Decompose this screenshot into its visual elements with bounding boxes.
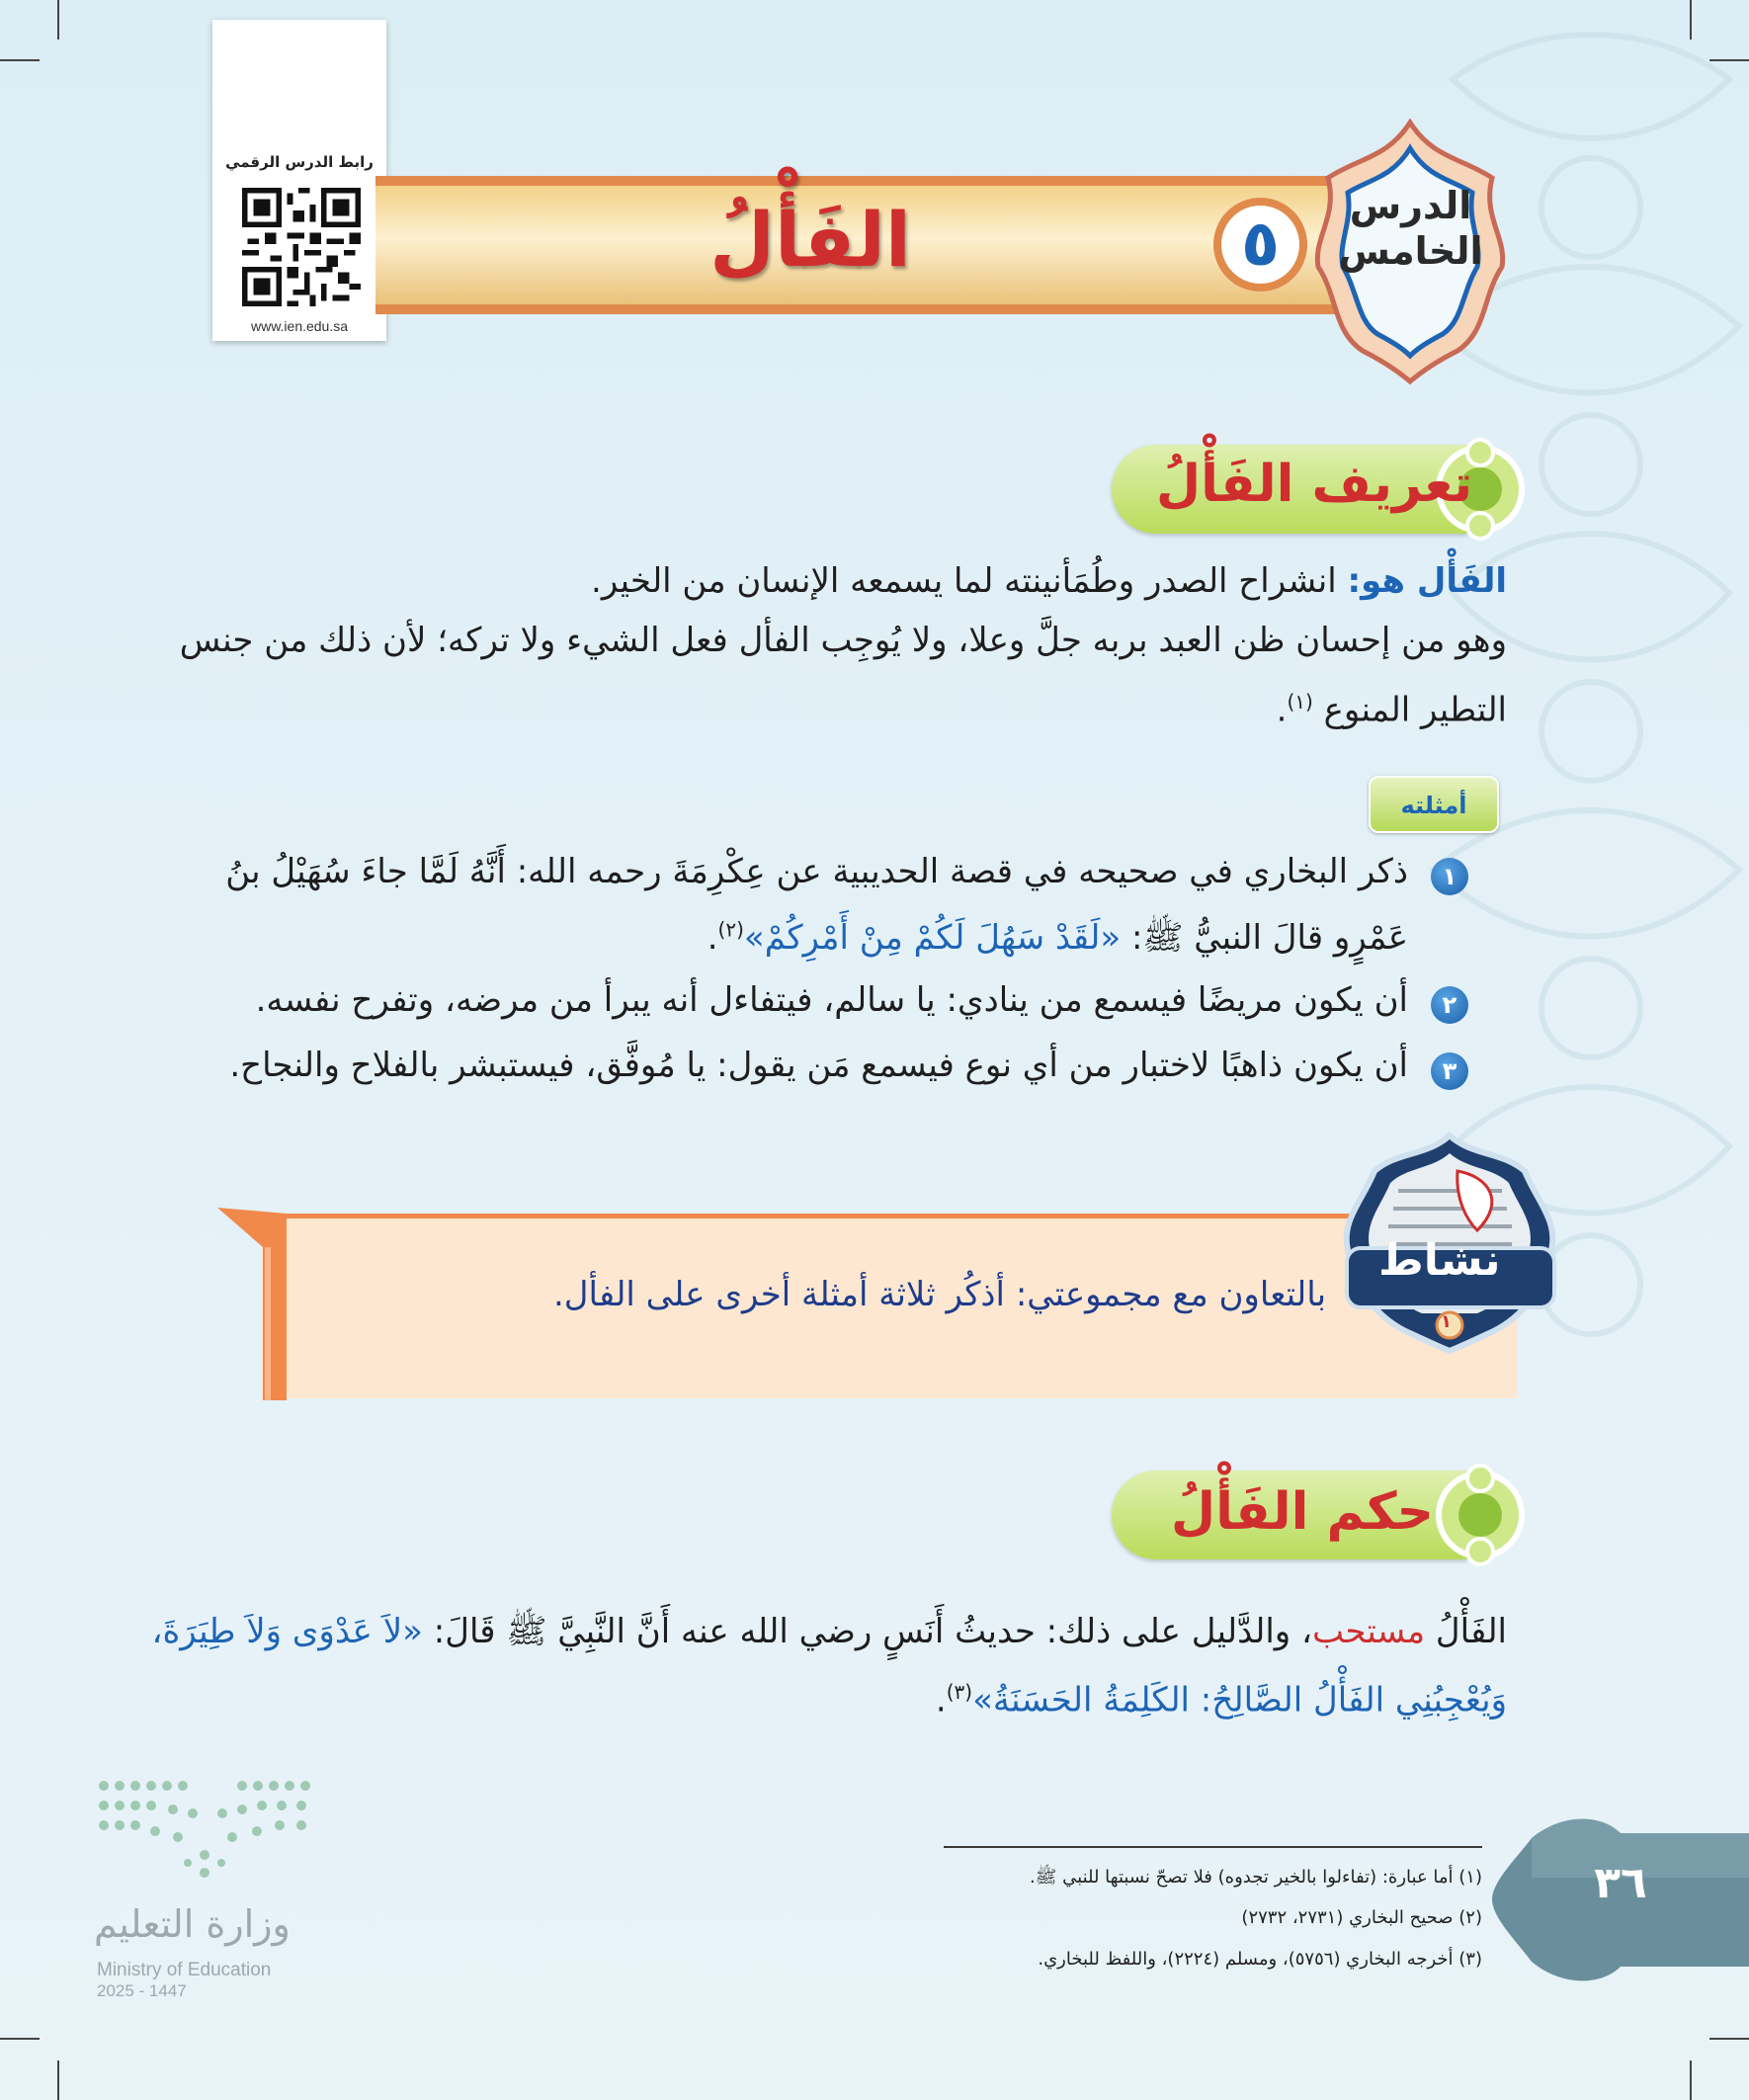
definition-line-2: وهو من إحسان ظن العبد بربه جلَّ وعلا، ولا يُوجِب الفأل فعل الشيء ولا تركه؛ لأن ذلك من جنس — [179, 621, 1507, 660]
example-2-number: ٢ — [1431, 986, 1468, 1024]
ministry-name-en: Ministry of Education — [97, 1960, 272, 1980]
crop-mark — [1709, 2038, 1749, 2040]
activity-text: بالتعاون مع مجموعتي: أذكُر ثلاثة أمثلة أخرى على الفأل. — [553, 1275, 1327, 1314]
example-1-end: . — [707, 918, 718, 958]
footnote-2: (٢) صحيح البخاري (٢٧٣١، ٢٧٣٢) — [1241, 1907, 1482, 1928]
example-1-line-2 — [708, 917, 1408, 966]
ruling-heading: حكم الفَأْلُ — [1171, 1482, 1435, 1542]
example-1-line-1: ذكر البخاري في صحيحه في قصة الحديبية عن عِكْرِمَةَ رحمه الله: أَنَّهُ لَمَّا جاءَ سُهَيْلُ بنُ — [225, 852, 1408, 891]
ruling-line-2 — [936, 1680, 1507, 1720]
qr-code-icon[interactable] — [242, 188, 361, 306]
example-1-text-2: عَمْرٍو قالَ النبيُّ ﷺ: — [1121, 918, 1408, 958]
definition-text-1: انشراح الصدر وطُمَأنينته لما يسمعه الإنسان من الخير. — [591, 561, 1348, 601]
ruling-end: . — [935, 1680, 947, 1721]
lesson-number: ٥ — [1213, 198, 1307, 292]
ministry-year: 2025 - 1447 — [97, 1981, 187, 2000]
qr-label: رابط الدرس الرقمي — [225, 153, 374, 171]
qr-card[interactable] — [212, 20, 386, 341]
definition-heading: تعريف الفَأْلُ — [1156, 455, 1473, 514]
definition-line-1 — [591, 561, 1507, 601]
ruling-hadith-2: وَيُعْجِبُنِي الفَأْلُ الصَّالِحُ: الكَلِمَةُ الحَسَنَةُ» — [972, 1680, 1507, 1721]
footnote-ref-2[interactable]: (٢) — [717, 917, 744, 942]
activity-badge-label: نشاط — [1378, 1235, 1501, 1286]
crop-mark — [57, 2060, 59, 2100]
ruling-mustahab: مستحب — [1311, 1612, 1426, 1651]
ruling-line-1 — [152, 1611, 1507, 1659]
definition-line-3 — [1277, 690, 1507, 729]
crop-mark — [0, 2038, 40, 2040]
crop-mark — [1690, 2060, 1692, 2100]
definition-end: . — [1276, 690, 1288, 730]
lesson-title: الفَأْلُ — [709, 196, 911, 284]
crop-mark — [1690, 0, 1692, 40]
crop-mark — [0, 59, 40, 61]
ministry-logo-icon — [94, 1774, 311, 1888]
definition-term: الفَأْل هو: — [1347, 561, 1507, 601]
footnote-divider — [944, 1846, 1482, 1848]
ruling-text-1c: ، والدَّليل على ذلك: حديثُ أَنَسٍ رضي الله عنه أَنَّ النَّبِيَّ ﷺ قَالَ: — [422, 1612, 1312, 1651]
example-1-number: ١ — [1431, 858, 1468, 895]
example-3-number: ٣ — [1431, 1052, 1468, 1090]
activity-flag-ornament — [217, 1208, 287, 1400]
footnote-ref-1[interactable]: (١) — [1287, 690, 1313, 714]
flower-ornament-icon — [1431, 1461, 1530, 1569]
definition-text-3: التطير المنوع — [1323, 690, 1507, 730]
ruling-text-1a: الفَأْلُ — [1425, 1612, 1507, 1651]
example-2-line-1: أن يكون مريضًا فيسمع من ينادي: يا سالم، فيتفاءل أنه يبرأ من مرضه، وتفرح نفسه. — [255, 980, 1408, 1020]
crop-mark — [1709, 59, 1749, 61]
example-3-line-1: أن يكون ذاهبًا لاختبار من أي نوع فيسمع مَن يقول: يا مُوفَّق، فيستبشر بالفلاح والنجاح. — [229, 1046, 1408, 1085]
examples-tag: أمثلته — [1369, 776, 1499, 833]
activity-badge-number: ١ — [1441, 1311, 1452, 1332]
ruling-hadith-1: «لاَ عَدْوَى وَلاَ طِيَرَةَ، — [151, 1612, 423, 1651]
footnote-ref-3[interactable]: (٣) — [946, 1680, 973, 1704]
qr-url[interactable]: www.ien.edu.sa — [250, 318, 349, 334]
example-1-quote: «لَقَدْ سَهُلَ لَكُمْ مِنْ أَمْرِكُمْ» — [743, 918, 1122, 958]
crop-mark — [57, 0, 59, 40]
page-number: ٣٦ — [1594, 1858, 1647, 1908]
footnote-3: (٣) أخرجه البخاري (٥٧٥٦)، ومسلم (٢٢٢٤)، واللفظ للبخاري. — [1038, 1949, 1482, 1970]
lesson-label: الدرس الخامس — [1338, 184, 1483, 273]
ministry-name-ar: وزارة التعليم — [94, 1902, 291, 1946]
footnote-1: (١) أما عبارة: (تفاءلوا بالخير تجدوه) فلا تصحّ نسبتها للنبي ﷺ. — [1029, 1867, 1482, 1888]
